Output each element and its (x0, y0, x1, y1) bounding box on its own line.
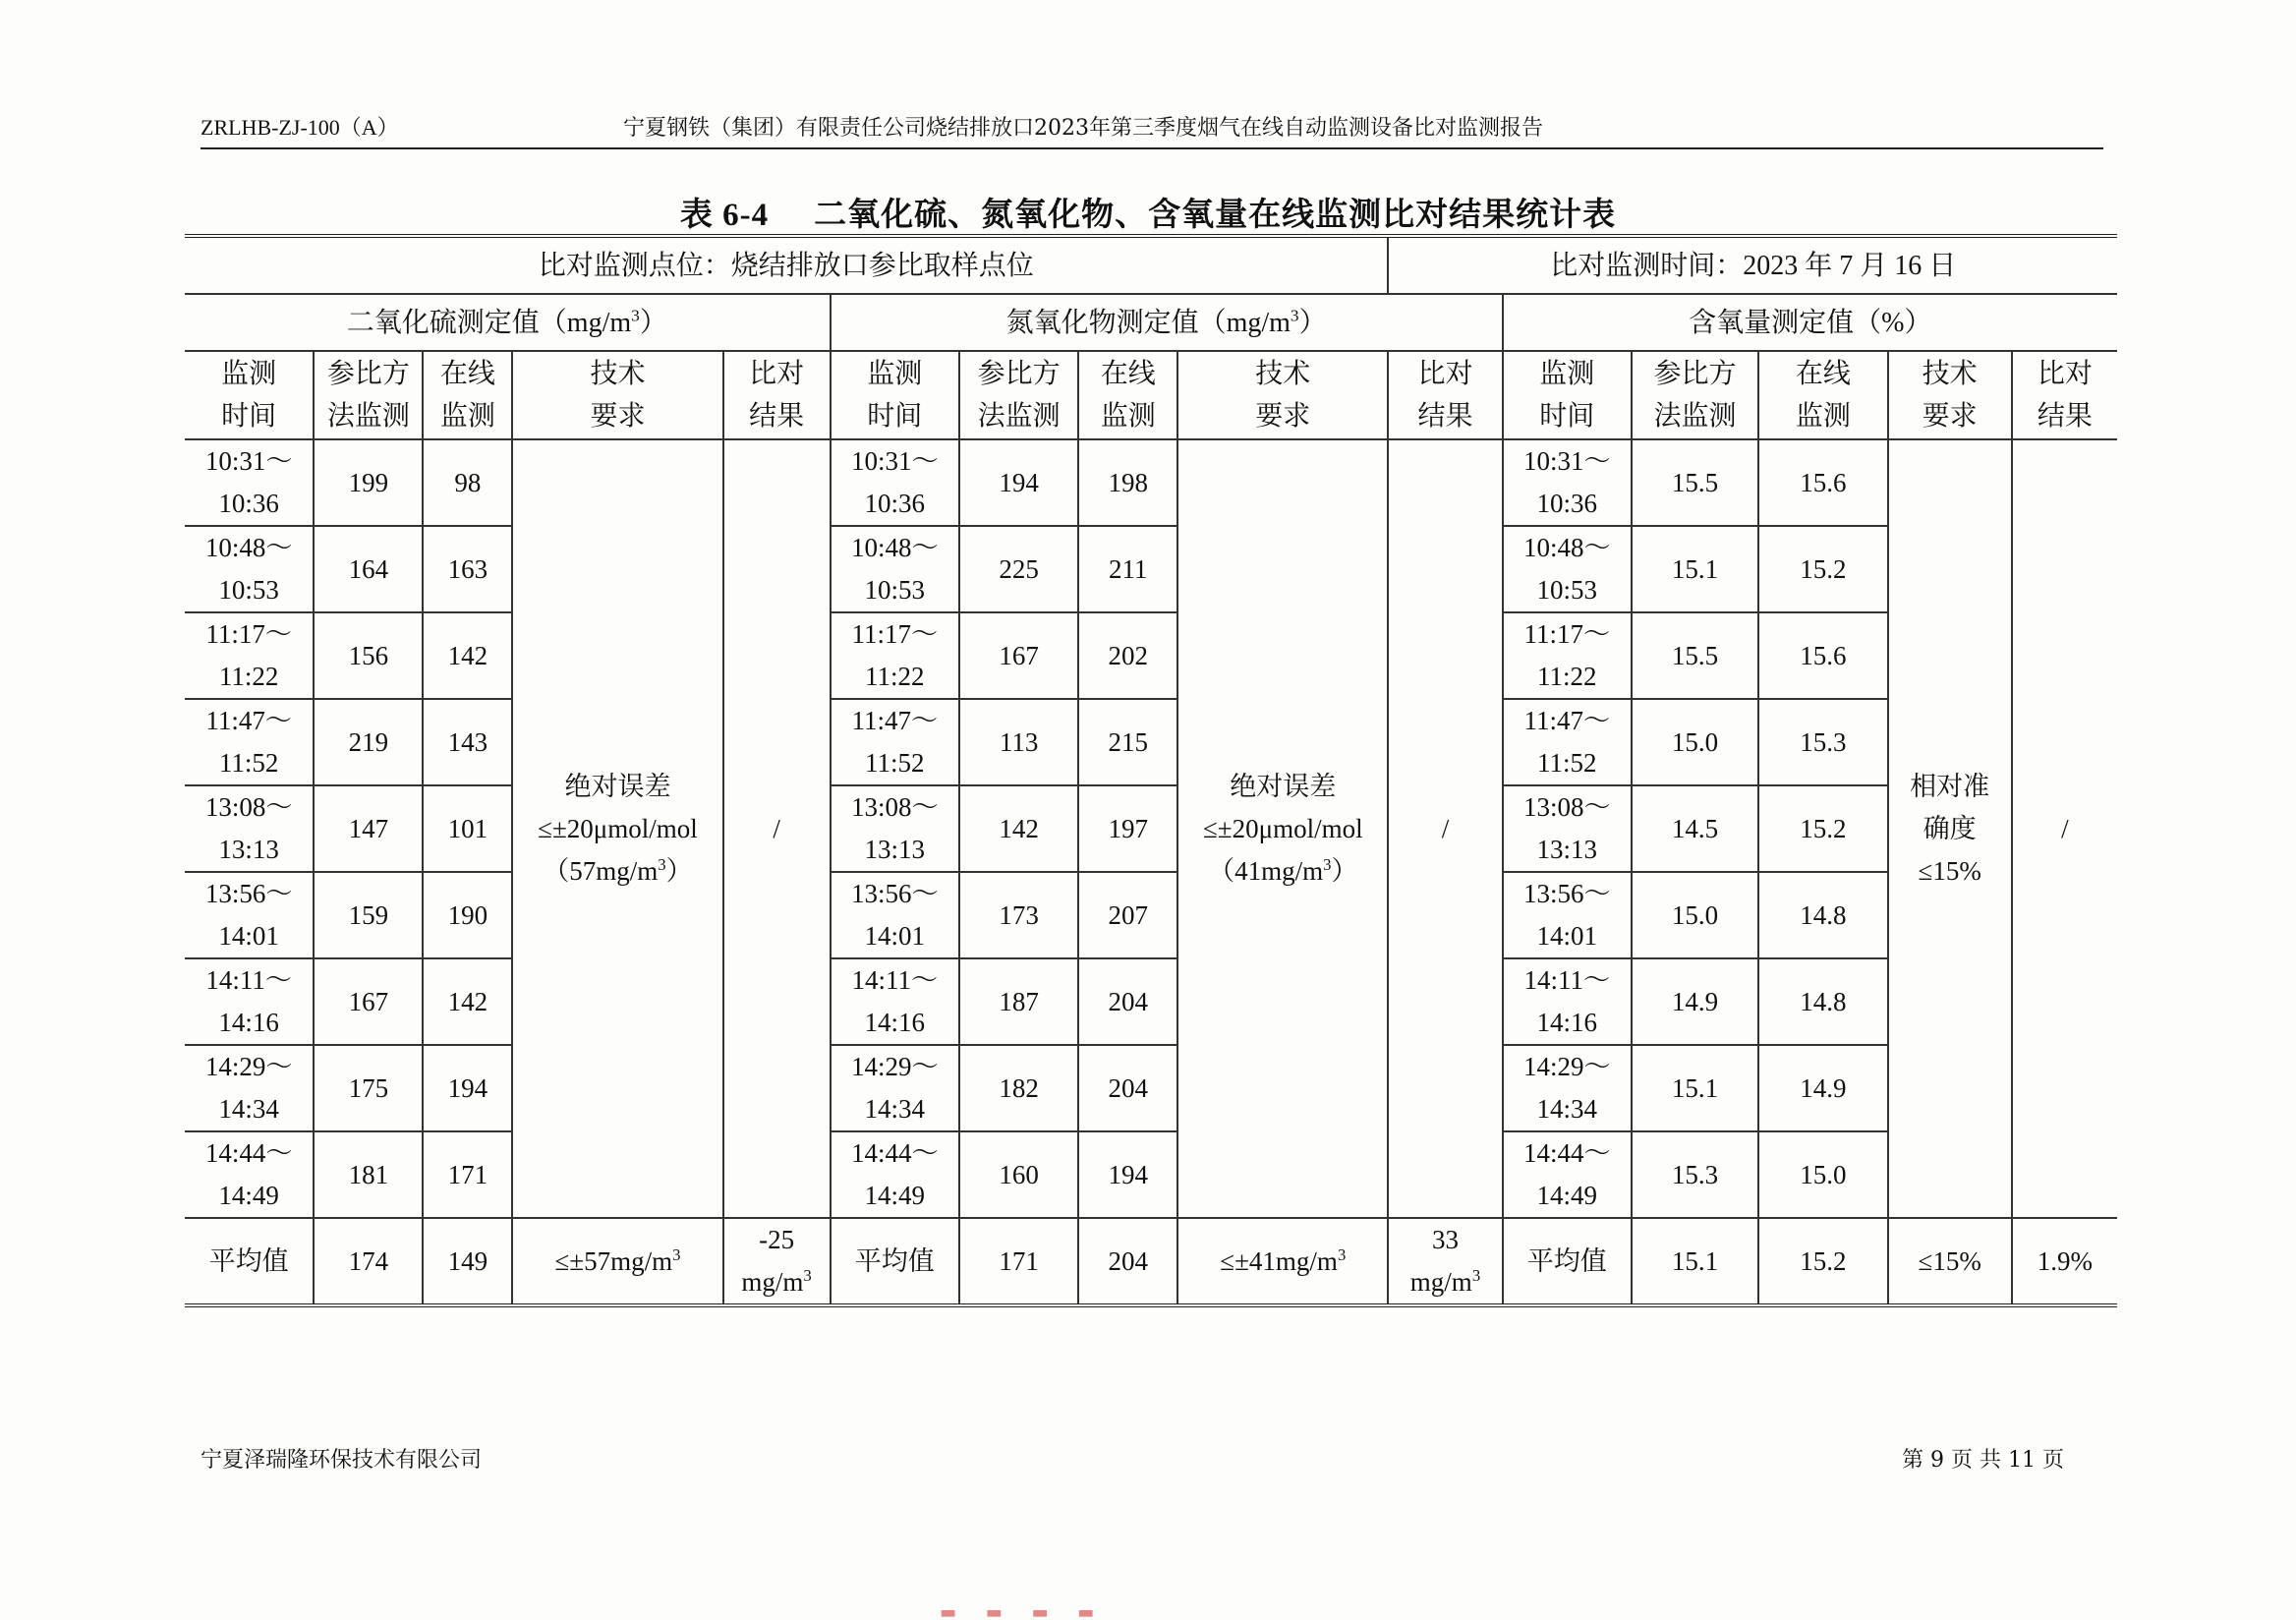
so2-average-label: 平均值 (185, 1218, 314, 1305)
so2-online-value: 163 (423, 526, 512, 612)
nox-online-value: 215 (1078, 699, 1177, 785)
so2-average-result: -25 $mg/m^3$ (723, 1218, 831, 1305)
so2-online-value: 142 (423, 612, 512, 699)
o2-reference-value: 15.0 (1632, 872, 1758, 958)
so2-online-value: 171 (423, 1131, 512, 1218)
nox-reference-value: 182 (959, 1045, 1078, 1131)
nox-online-value: 202 (1078, 612, 1177, 699)
o2-reference-value: 15.1 (1632, 1045, 1758, 1131)
table-row (185, 612, 2117, 699)
o2-online-value: 14.9 (1758, 1045, 1887, 1131)
table-row (185, 699, 2117, 785)
o2-online-value: 15.3 (1758, 699, 1887, 785)
o2-online-value: 15.6 (1758, 439, 1887, 526)
o2-col-req: 技术 要求 (1888, 351, 2012, 439)
so2-time: 10:48～ 10:53 (185, 526, 314, 612)
nox-reference-value: 187 (959, 958, 1078, 1045)
nox-time: 14:29～ 14:34 (831, 1045, 959, 1131)
monitoring-time: 比对监测时间：2023 年 7 月 16 日 (1388, 236, 2117, 294)
so2-col-online: 在线 监测 (423, 351, 512, 439)
nox-result: / (1388, 439, 1502, 1218)
nox-online-value: 194 (1078, 1131, 1177, 1218)
nox-reference-value: 160 (959, 1131, 1078, 1218)
o2-time: 14:44～ 14:49 (1503, 1131, 1632, 1218)
table-row (185, 958, 2117, 1045)
o2-average-result: 1.9% (2012, 1218, 2117, 1305)
monitoring-point: 比对监测点位：烧结排放口参比取样点位 (185, 236, 1388, 294)
nox-online-value: 207 (1078, 872, 1177, 958)
o2-reference-value: 15.5 (1632, 612, 1758, 699)
o2-time: 13:56～ 14:01 (1503, 872, 1632, 958)
column-header-row (185, 351, 2117, 439)
nox-reference-value: 225 (959, 526, 1078, 612)
so2-col-req: 技术 要求 (512, 351, 722, 439)
so2-average-reference: 174 (314, 1218, 423, 1305)
nox-online-value: 204 (1078, 958, 1177, 1045)
table-row (185, 439, 2117, 526)
so2-time: 11:17～ 11:22 (185, 612, 314, 699)
so2-reference-value: 175 (314, 1045, 423, 1131)
footer-page-number: 第 9 页 共 11 页 (1902, 1448, 2064, 1473)
nox-col-time: 监测 时间 (831, 351, 959, 439)
so2-average-online: 149 (423, 1218, 512, 1305)
so2-time: 14:44～ 14:49 (185, 1131, 314, 1218)
o2-group-header: 含氧量测定值（%） (1503, 294, 2117, 351)
so2-time: 10:31～ 10:36 (185, 439, 314, 526)
average-row (185, 1218, 2117, 1305)
o2-time: 11:17～ 11:22 (1503, 612, 1632, 699)
nox-requirement: 绝对误差 ≤±20μmol/mol $(41mg/m^3)$ (1177, 439, 1388, 1218)
so2-col-result: 比对 结果 (723, 351, 831, 439)
so2-reference-value: 147 (314, 785, 423, 872)
o2-average-requirement: ≤15% (1888, 1218, 2012, 1305)
document-code: ZRLHB-ZJ-100（A） (201, 115, 399, 140)
nox-online-value: 198 (1078, 439, 1177, 526)
o2-col-ref: 参比方 法监测 (1632, 351, 1758, 439)
page-header (201, 81, 2103, 149)
nox-col-req: 技术 要求 (1177, 351, 1388, 439)
so2-online-value: 142 (423, 958, 512, 1045)
nox-reference-value: 173 (959, 872, 1078, 958)
info-row (185, 236, 2117, 294)
o2-online-value: 15.2 (1758, 785, 1887, 872)
o2-time: 10:31～ 10:36 (1503, 439, 1632, 526)
so2-reference-value: 167 (314, 958, 423, 1045)
nox-group-header: 氮氧化物测定值$(mg/m^3)$ (831, 294, 1503, 351)
o2-reference-value: 14.5 (1632, 785, 1758, 872)
o2-reference-value: 15.5 (1632, 439, 1758, 526)
nox-time: 14:11～ 14:16 (831, 958, 959, 1045)
so2-col-ref: 参比方 法监测 (314, 351, 423, 439)
o2-col-online: 在线 监测 (1758, 351, 1887, 439)
so2-online-value: 143 (423, 699, 512, 785)
stamp-mark: ▬ ▬ ▬ ▬ (940, 1602, 1107, 1620)
nox-col-result: 比对 结果 (1388, 351, 1502, 439)
o2-reference-value: 15.0 (1632, 699, 1758, 785)
o2-time: 13:08～ 13:13 (1503, 785, 1632, 872)
so2-time: 14:29～ 14:34 (185, 1045, 314, 1131)
table-row (185, 872, 2117, 958)
so2-reference-value: 156 (314, 612, 423, 699)
nox-reference-value: 167 (959, 612, 1078, 699)
so2-reference-value: 159 (314, 872, 423, 958)
o2-online-value: 15.0 (1758, 1131, 1887, 1218)
nox-average-result: 33 $mg/m^3$ (1388, 1218, 1502, 1305)
nox-average-reference: 171 (959, 1218, 1078, 1305)
so2-time: 13:56～ 14:01 (185, 872, 314, 958)
nox-time: 10:31～ 10:36 (831, 439, 959, 526)
group-header-row (185, 294, 2117, 351)
o2-col-time: 监测 时间 (1503, 351, 1632, 439)
nox-time: 11:47～ 11:52 (831, 699, 959, 785)
o2-reference-value: 15.1 (1632, 526, 1758, 612)
o2-reference-value: 15.3 (1632, 1131, 1758, 1218)
nox-reference-value: 194 (959, 439, 1078, 526)
so2-online-value: 190 (423, 872, 512, 958)
nox-time: 11:17～ 11:22 (831, 612, 959, 699)
o2-requirement: 相对准 确度 ≤15% (1888, 439, 2012, 1218)
footer-company: 宁夏泽瑞隆环保技术有限公司 (201, 1448, 483, 1473)
table-row (185, 526, 2117, 612)
o2-average-reference: 15.1 (1632, 1218, 1758, 1305)
table-title (0, 189, 2296, 235)
so2-col-time: 监测 时间 (185, 351, 314, 439)
o2-result: / (2012, 439, 2117, 1218)
so2-online-value: 98 (423, 439, 512, 526)
table-row (185, 1131, 2117, 1218)
so2-online-value: 101 (423, 785, 512, 872)
o2-time: 14:29～ 14:34 (1503, 1045, 1632, 1131)
o2-time: 10:48～ 10:53 (1503, 526, 1632, 612)
nox-reference-value: 113 (959, 699, 1078, 785)
o2-reference-value: 14.9 (1632, 958, 1758, 1045)
o2-online-value: 15.6 (1758, 612, 1887, 699)
nox-time: 13:56～ 14:01 (831, 872, 959, 958)
so2-group-header: 二氧化硫测定值$(mg/m^3)$ (185, 294, 831, 351)
nox-online-value: 204 (1078, 1045, 1177, 1131)
so2-reference-value: 199 (314, 439, 423, 526)
nox-reference-value: 142 (959, 785, 1078, 872)
so2-online-value: 194 (423, 1045, 512, 1131)
nox-col-online: 在线 监测 (1078, 351, 1177, 439)
nox-average-requirement: $\le\pm 41mg/m^3$ (1177, 1218, 1388, 1305)
nox-average-online: 204 (1078, 1218, 1177, 1305)
o2-time: 11:47～ 11:52 (1503, 699, 1632, 785)
o2-online-value: 14.8 (1758, 872, 1887, 958)
nox-time: 13:08～ 13:13 (831, 785, 959, 872)
document-title: 宁夏钢铁（集团）有限责任公司烧结排放口2023年第三季度烟气在线自动监测设备比对监测报告 (623, 116, 1543, 141)
o2-online-value: 14.8 (1758, 958, 1887, 1045)
so2-reference-value: 164 (314, 526, 423, 612)
table-row (185, 1045, 2117, 1131)
so2-time: 13:08～ 13:13 (185, 785, 314, 872)
nox-time: 14:44～ 14:49 (831, 1131, 959, 1218)
comparison-table (185, 234, 2117, 1307)
so2-reference-value: 181 (314, 1131, 423, 1218)
table-caption: 二氧化硫、氮氧化物、含氧量在线监测比对结果统计表 (814, 195, 1617, 233)
so2-result: / (723, 439, 831, 1218)
o2-average-label: 平均值 (1503, 1218, 1632, 1305)
so2-time: 11:47～ 11:52 (185, 699, 314, 785)
nox-time: 10:48～ 10:53 (831, 526, 959, 612)
so2-reference-value: 219 (314, 699, 423, 785)
table-number: 表 6-4 (679, 198, 770, 233)
nox-average-label: 平均值 (831, 1218, 959, 1305)
table-row (185, 785, 2117, 872)
nox-online-value: 211 (1078, 526, 1177, 612)
nox-col-ref: 参比方 法监测 (959, 351, 1078, 439)
nox-online-value: 197 (1078, 785, 1177, 872)
so2-average-requirement: $\le\pm 57mg/m^3$ (512, 1218, 722, 1305)
o2-online-value: 15.2 (1758, 526, 1887, 612)
o2-col-result: 比对 结果 (2012, 351, 2117, 439)
so2-time: 14:11～ 14:16 (185, 958, 314, 1045)
o2-average-online: 15.2 (1758, 1218, 1887, 1305)
o2-time: 14:11～ 14:16 (1503, 958, 1632, 1045)
so2-requirement: 绝对误差 ≤±20μmol/mol $(57mg/m^3)$ (512, 439, 722, 1218)
